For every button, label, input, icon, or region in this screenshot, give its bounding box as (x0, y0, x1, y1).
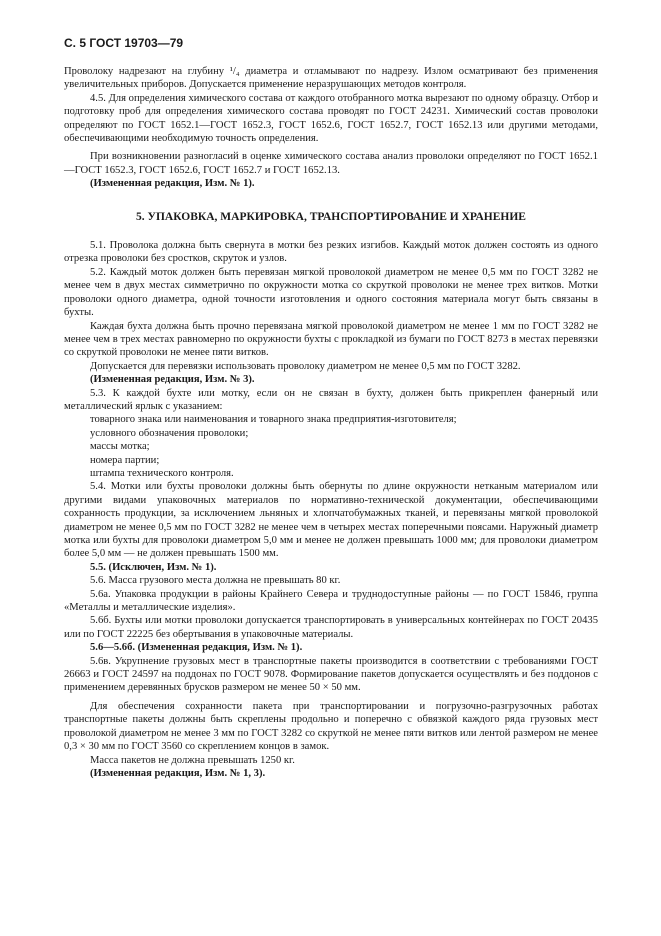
section-title: 5. УПАКОВКА, МАРКИРОВКА, ТРАНСПОРТИРОВАНИЕ И ХРАНЕНИЕ (136, 210, 526, 223)
paragraph-5-2: 5.2. Каждый моток должен быть перевязан мягкой проволокой диаметром не менее 0,5 мм по ГОСТ 3282 не менее чем в двух местах симметрично по окружности мотка со скруткой проволоки не менее трех витков. Мотки проволоки одного диаметра, одной точности изготовления и одного состояния материала могут быть связаны в бухты. (64, 266, 598, 319)
page-header: С. 5 ГОСТ 19703—79 (64, 36, 184, 50)
paragraph: Каждая бухта должна быть прочно перевязана мягкой проволокой диаметром не менее 1 мм по ГОСТ 3282 не менее чем в трех местах равномерно по окружности бухты с прокладкой из бумаги по ГОСТ 8273 в местах перевязки со скруткой проволоки не менее пяти витков. (64, 320, 598, 359)
amendment-note: (Измененная редакция, Изм. № 1). (90, 178, 255, 190)
paragraph: Для обеспечения сохранности пакета при транспортировании и погрузочно-разгрузочных работах транспортные пакеты должны быть скреплены продольно и поперечно с обвязкой каждого ряда грузовых мест проволокой диаметром не менее 3 мм по ГОСТ 3282 со скруткой не менее пяти витков или лентой размером не менее 0,3 × 30 мм по ГОСТ 3560 со скреплением концов в замок. (64, 700, 598, 753)
list-item: номера партии; (90, 454, 160, 466)
paragraph: Проволоку надрезают на глубину ¹/₄ диаметра и отламывают по надрезу. Излом осматривают без применения увеличительных приборов. Допускается применение неразрушающих методов контроля. (64, 66, 598, 91)
paragraph-5-3: 5.3. К каждой бухте или мотку, если он не связан в бухту, должен быть прикреплен фанерный или металлический ярлык с указанием: (64, 387, 598, 412)
paragraph-5-4: 5.4. Мотки или бухты проволоки должны быть обернуты по длине окружности нетканым материалом или другими видами упаковочных материалов по нормативно-технической документации, обеспечивающими сохранность продукции, за исключением льняных и хлопчатобумажных тканей, и перевязаны мягкой проволокой диаметром не менее 0,5 мм по ГОСТ 3282 не менее чем в четырех местах поперечными поясами. Наружный диаметр мотка или бухты для проволоки диаметром 5,0 мм и менее не должен превышать 1000 мм; для проволоки диаметром более 5,0 мм — не должен превышать 1500 мм. (64, 481, 598, 560)
document-page (64, 36, 598, 780)
paragraph-5-6: 5.6. Масса грузового места должна не превышать 80 кг. (90, 575, 341, 587)
paragraph-5-1: 5.1. Проволока должна быть свернута в мотки без резких изгибов. Каждый моток должен состоять из одного отрезка проволоки без сростков, скруток и узлов. (64, 240, 598, 265)
list-item: массы мотка; (90, 441, 150, 453)
paragraph-5-6a: 5.6а. Упаковка продукции в районы Крайнего Севера и труднодоступные районы — по ГОСТ 15846, группа «Металлы и металлические изделия». (64, 588, 598, 614)
paragraph-5-6v: 5.6в. Укрупнение грузовых мест в транспортные пакеты производится в соответствии с требованиями ГОСТ 26663 и ГОСТ 24597 на поддонах по ГОСТ 9078. Формирование пакетов допускается осуществлять и без поддонов с применением деревянных брусков размером не менее 50 × 50 мм. (64, 655, 598, 694)
list-item: товарного знака или наименования и товарного знака предприятия-изготовителя; (90, 414, 457, 426)
paragraph-5-5: 5.5. (Исключен, Изм. № 1). (90, 561, 217, 573)
amendment-note: (Измененная редакция, Изм. № 1, 3). (90, 767, 266, 779)
paragraph-4-5: 4.5. Для определения химического состава от каждого отобранного мотка вырезают по одному образцу. Отбор и подготовку проб для определения химического состава проводят по ГОСТ 24231. Химический состав проволоки определяют по ГОСТ 1652.1—ГОСТ 1652.3, ГОСТ 1652.6, ГОСТ 1652.7, ГОСТ 1652.13 или другими методами, обеспечивающими необходимую точность определения. (64, 92, 598, 145)
paragraph: При возникновении разногласий в оценке химического состава анализ проволоки определяют по ГОСТ 1652.1—ГОСТ 1652.3, ГОСТ 1652.6, ГОСТ 1652.7 и ГОСТ 1652.13. (64, 151, 598, 176)
list-item: условного обозначения проволоки; (90, 427, 249, 439)
paragraph: Масса пакетов не должна превышать 1250 кг. (90, 754, 295, 766)
paragraph-5-6b: 5.6б. Бухты или мотки проволоки допускается транспортировать в универсальных контейнерах по ГОСТ 20435 или по ГОСТ 22225 без обертывания в упаковочные материалы. (64, 615, 598, 640)
paragraph: Допускается для перевязки использовать проволоку диаметром не менее 0,5 мм по ГОСТ 3282. (90, 360, 521, 372)
list-item: штампа технического контроля. (90, 467, 234, 479)
amendment-note: 5.6—5.6б. (Измененная редакция, Изм. № 1). (90, 642, 303, 654)
amendment-note: (Измененная редакция, Изм. № 3). (90, 374, 255, 386)
